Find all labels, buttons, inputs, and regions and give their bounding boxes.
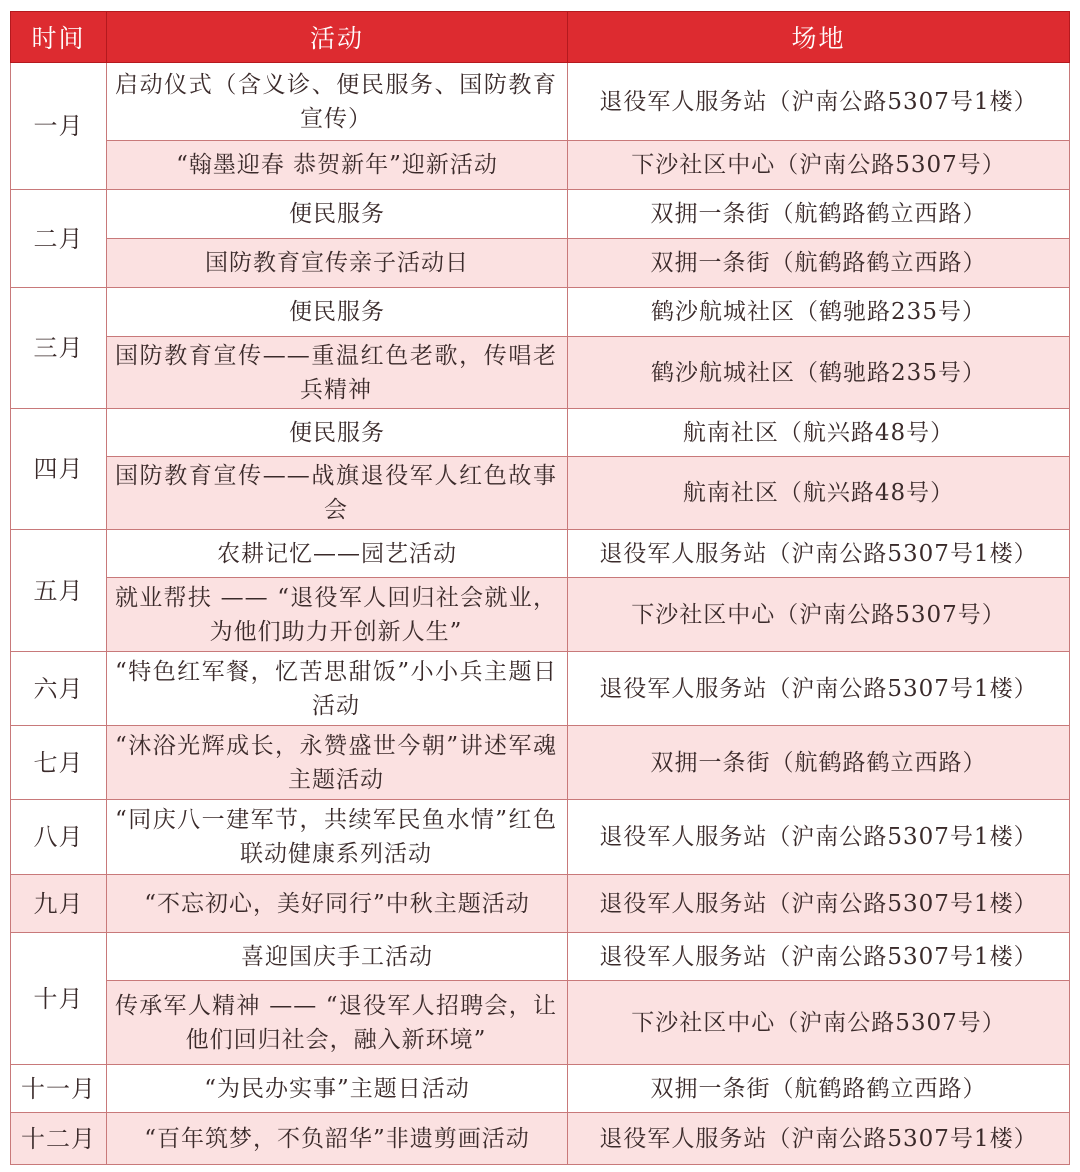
month-cell: 十二月: [11, 1113, 107, 1165]
month-cell: 十一月: [11, 1065, 107, 1113]
table-row: [11, 239, 1070, 288]
header-activity: 活动: [107, 12, 568, 63]
table-row: [11, 530, 1070, 578]
activity-cell: 喜迎国庆手工活动: [107, 933, 568, 981]
table-row: [11, 1065, 1070, 1113]
table-row: [11, 726, 1070, 800]
activity-cell: “沐浴光辉成长，永赞盛世今朝”讲述军魂主题活动: [107, 726, 568, 800]
month-cell: 四月: [11, 409, 107, 530]
venue-cell: 退役军人服务站（沪南公路5307号1楼）: [568, 63, 1070, 141]
venue-cell: 鹤沙航城社区（鹤驰路235号）: [568, 337, 1070, 409]
month-cell: 六月: [11, 652, 107, 726]
venue-cell: 退役军人服务站（沪南公路5307号1楼）: [568, 933, 1070, 981]
venue-cell: 航南社区（航兴路48号）: [568, 409, 1070, 457]
activity-cell: “不忘初心，美好同行”中秋主题活动: [107, 875, 568, 933]
activity-cell: 农耕记忆——园艺活动: [107, 530, 568, 578]
venue-cell: 退役军人服务站（沪南公路5307号1楼）: [568, 800, 1070, 875]
venue-cell: 双拥一条街（航鹤路鹤立西路）: [568, 190, 1070, 239]
activity-cell: 国防教育宣传——战旗退役军人红色故事会: [107, 457, 568, 530]
month-cell: 二月: [11, 190, 107, 288]
table-row: [11, 409, 1070, 457]
header-row: [11, 12, 1070, 63]
venue-cell: 退役军人服务站（沪南公路5307号1楼）: [568, 652, 1070, 726]
venue-cell: 下沙社区中心（沪南公路5307号）: [568, 578, 1070, 652]
table-row: [11, 190, 1070, 239]
table-row: [11, 875, 1070, 933]
month-cell: 五月: [11, 530, 107, 652]
venue-cell: 退役军人服务站（沪南公路5307号1楼）: [568, 1113, 1070, 1165]
venue-cell: 下沙社区中心（沪南公路5307号）: [568, 981, 1070, 1065]
venue-cell: 双拥一条街（航鹤路鹤立西路）: [568, 239, 1070, 288]
activity-cell: 国防教育宣传——重温红色老歌，传唱老兵精神: [107, 337, 568, 409]
venue-cell: 双拥一条街（航鹤路鹤立西路）: [568, 1065, 1070, 1113]
activity-cell: “翰墨迎春 恭贺新年”迎新活动: [107, 141, 568, 190]
activity-cell: 便民服务: [107, 288, 568, 337]
table-row: [11, 981, 1070, 1065]
activity-schedule-table: [10, 11, 1070, 1165]
month-cell: 七月: [11, 726, 107, 800]
activity-cell: 传承军人精神 —— “退役军人招聘会，让他们回归社会，融入新环境”: [107, 981, 568, 1065]
table-row: [11, 800, 1070, 875]
header-time: 时间: [11, 12, 107, 63]
month-cell: 八月: [11, 800, 107, 875]
table-row: [11, 288, 1070, 337]
month-cell: 十月: [11, 933, 107, 1065]
month-cell: 三月: [11, 288, 107, 409]
table-row: [11, 457, 1070, 530]
activity-cell: 便民服务: [107, 409, 568, 457]
venue-cell: 退役军人服务站（沪南公路5307号1楼）: [568, 530, 1070, 578]
activity-cell: 便民服务: [107, 190, 568, 239]
venue-cell: 下沙社区中心（沪南公路5307号）: [568, 141, 1070, 190]
table-row: [11, 337, 1070, 409]
header-venue: 场地: [568, 12, 1070, 63]
month-cell: 一月: [11, 63, 107, 190]
activity-cell: “同庆八一建军节，共续军民鱼水情”红色联动健康系列活动: [107, 800, 568, 875]
month-cell: 九月: [11, 875, 107, 933]
activity-cell: 启动仪式（含义诊、便民服务、国防教育宣传）: [107, 63, 568, 141]
activity-cell: 就业帮扶 —— “退役军人回归社会就业，为他们助力开创新人生”: [107, 578, 568, 652]
activity-cell: 国防教育宣传亲子活动日: [107, 239, 568, 288]
activity-cell: “为民办实事”主题日活动: [107, 1065, 568, 1113]
table-row: [11, 63, 1070, 141]
table-row: [11, 652, 1070, 726]
table-row: [11, 578, 1070, 652]
table-row: [11, 1113, 1070, 1165]
table-row: [11, 933, 1070, 981]
venue-cell: 航南社区（航兴路48号）: [568, 457, 1070, 530]
venue-cell: 鹤沙航城社区（鹤驰路235号）: [568, 288, 1070, 337]
activity-cell: “百年筑梦，不负韶华”非遗剪画活动: [107, 1113, 568, 1165]
venue-cell: 双拥一条街（航鹤路鹤立西路）: [568, 726, 1070, 800]
activity-cell: “特色红军餐，忆苦思甜饭”小小兵主题日活动: [107, 652, 568, 726]
venue-cell: 退役军人服务站（沪南公路5307号1楼）: [568, 875, 1070, 933]
table-row: [11, 141, 1070, 190]
